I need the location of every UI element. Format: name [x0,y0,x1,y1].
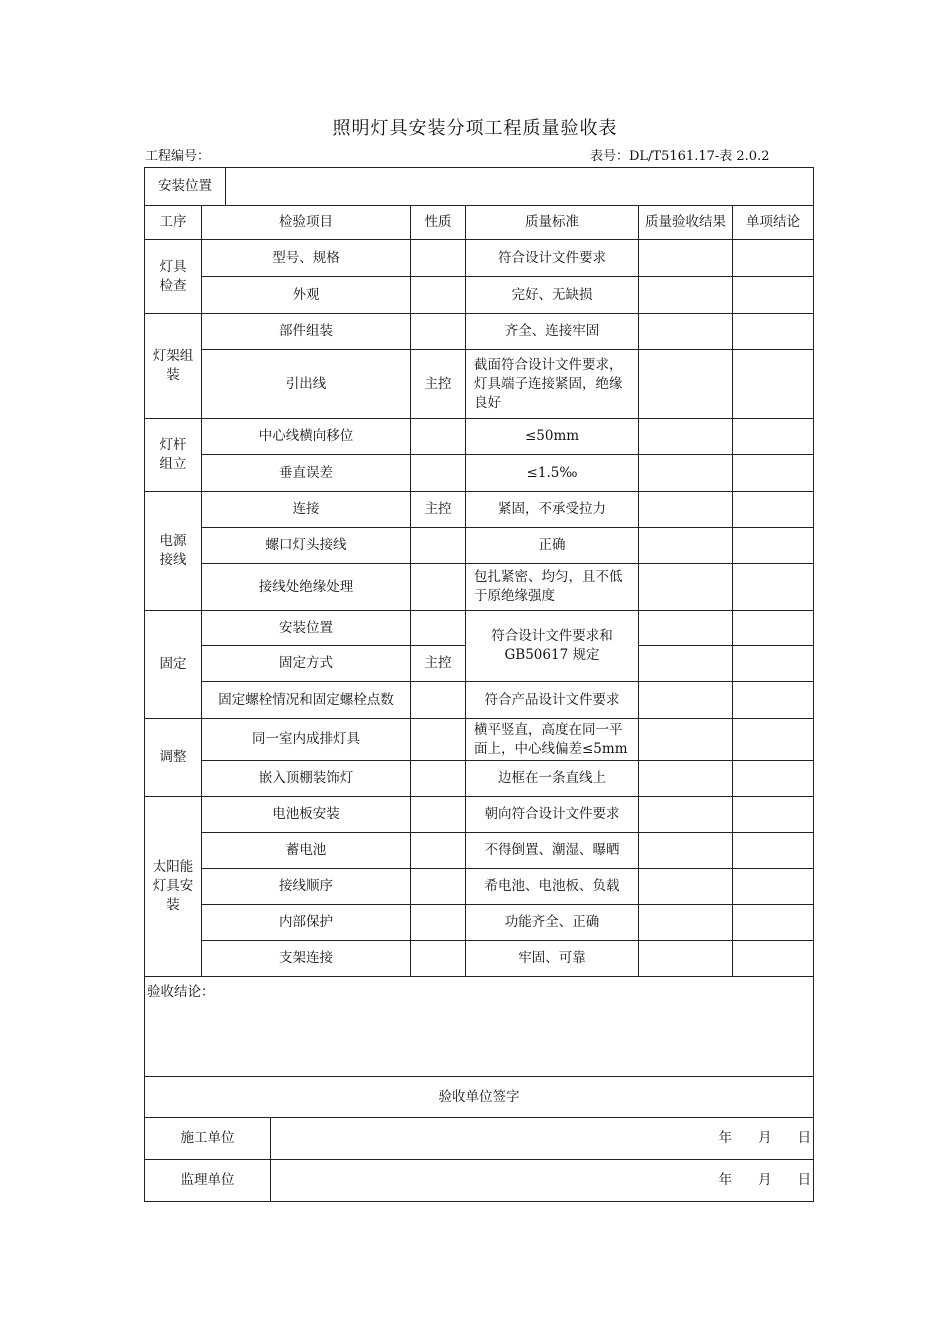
conclusion-cell[interactable] [733,419,814,455]
result-cell[interactable] [639,419,733,455]
standard-cell: 符合设计文件要求和 GB50617 规定 [466,611,639,682]
header-nature: 性质 [411,206,466,240]
nature-cell [411,277,466,314]
result-cell[interactable] [639,719,733,761]
year-label: 年 [718,1172,733,1188]
result-cell[interactable] [639,869,733,905]
process-cell: 电源 接线 [145,492,202,611]
nature-cell [411,941,466,977]
day-label: 日 [797,1130,812,1146]
form-number-label: 表号：DL/T5161.17-表 2.0.2 [590,149,770,164]
nature-cell: 主控 [411,492,466,528]
nature-cell [411,455,466,492]
standard-cell: 完好、无缺损 [466,277,639,314]
item-cell: 垂直误差 [202,455,411,492]
result-cell[interactable] [639,564,733,611]
item-cell: 支架连接 [202,941,411,977]
process-cell: 调整 [145,719,202,797]
result-cell[interactable] [639,682,733,719]
nature-cell [411,761,466,797]
month-label: 月 [758,1130,772,1146]
standard-cell: 边框在一条直线上 [466,761,639,797]
conclusion-cell[interactable] [733,833,814,869]
standard-cell: 功能齐全、正确 [466,905,639,941]
item-cell: 内部保护 [202,905,411,941]
conclusion-cell[interactable] [733,682,814,719]
table-row [145,869,814,905]
signature-header-row [145,1077,814,1118]
conclusion-cell[interactable] [733,646,814,682]
table-row [145,564,814,611]
table-row [145,611,814,646]
conclusion-row [145,977,814,1077]
item-cell: 引出线 [202,350,411,419]
result-cell[interactable] [639,646,733,682]
table-row [145,419,814,455]
acceptance-conclusion-label: 验收结论： [147,984,215,1000]
item-cell: 外观 [202,277,411,314]
table-row [145,240,814,277]
conclusion-cell[interactable] [733,564,814,611]
signature-date-field[interactable] [271,1118,813,1159]
table-row [145,719,814,761]
item-cell: 连接 [202,492,411,528]
conclusion-cell[interactable] [733,905,814,941]
header-process: 工序 [145,206,202,240]
conclusion-cell[interactable] [733,869,814,905]
year-label: 年 [718,1130,733,1146]
item-cell: 接线处绝缘处理 [202,564,411,611]
nature-cell [411,797,466,833]
result-cell[interactable] [639,905,733,941]
standard-cell: 符合设计文件要求 [466,240,639,277]
signature-row [145,1160,814,1202]
conclusion-cell[interactable] [733,455,814,492]
header-result: 质量验收结果 [639,206,733,240]
process-cell: 灯架组 装 [145,314,202,419]
standard-cell: 紧固，不承受拉力 [466,492,639,528]
acceptance-conclusion-field[interactable] [145,977,814,1077]
standard-cell: 横平竖直，高度在同一平 面上，中心线偏差≤5mm [466,719,639,761]
result-cell[interactable] [639,455,733,492]
conclusion-cell[interactable] [733,797,814,833]
location-label: 安装位置 [145,168,226,205]
conclusion-cell[interactable] [733,314,814,350]
result-cell[interactable] [639,761,733,797]
conclusion-cell[interactable] [733,492,814,528]
item-cell: 电池板安装 [202,797,411,833]
project-number-label: 工程编号： [145,149,211,164]
table-row [145,314,814,350]
nature-cell [411,905,466,941]
conclusion-cell[interactable] [733,350,814,419]
result-cell[interactable] [639,350,733,419]
form-title: 照明灯具安装分项工程质量验收表 [332,118,618,139]
nature-cell [411,314,466,350]
item-cell: 同一室内成排灯具 [202,719,411,761]
item-cell: 固定螺栓情况和固定螺栓点数 [202,682,411,719]
nature-cell [411,833,466,869]
result-cell[interactable] [639,277,733,314]
table-row [145,905,814,941]
conclusion-cell[interactable] [733,611,814,646]
item-cell: 型号、规格 [202,240,411,277]
table-row [145,761,814,797]
nature-cell: 主控 [411,646,466,682]
header-conclusion: 单项结论 [733,206,814,240]
process-cell: 太阳能 灯具安 装 [145,797,202,977]
table-row [145,797,814,833]
signature-unit-label: 监理单位 [145,1160,271,1201]
conclusion-cell[interactable] [733,941,814,977]
table-row [145,492,814,528]
process-cell: 灯具 检查 [145,240,202,314]
day-label: 日 [797,1172,812,1188]
table-row [145,833,814,869]
result-cell[interactable] [639,941,733,977]
result-cell[interactable] [639,528,733,564]
result-cell[interactable] [639,492,733,528]
result-cell[interactable] [639,611,733,646]
process-cell: 灯杆 组立 [145,419,202,492]
standard-cell: 包扎紧密、均匀，且不低 于原绝缘强度 [466,564,639,611]
item-cell: 固定方式 [202,646,411,682]
table-row [145,350,814,419]
standard-cell: 齐全、连接牢固 [466,314,639,350]
table-row [145,941,814,977]
nature-cell [411,611,466,646]
item-cell: 螺口灯头接线 [202,528,411,564]
header-item: 检验项目 [202,206,411,240]
standard-cell: 牢固、可靠 [466,941,639,977]
item-cell: 蓄电池 [202,833,411,869]
nature-cell [411,419,466,455]
conclusion-cell[interactable] [733,240,814,277]
signature-date-field[interactable] [271,1160,813,1201]
item-cell: 部件组装 [202,314,411,350]
item-cell: 接线顺序 [202,869,411,905]
standard-cell: 截面符合设计文件要求， 灯具端子连接紧固，绝缘 良好 [466,350,639,419]
month-label: 月 [758,1172,772,1188]
result-cell[interactable] [639,833,733,869]
item-cell: 中心线横向移位 [202,419,411,455]
table-row [145,682,814,719]
signature-section-label: 验收单位签字 [145,1077,814,1118]
result-cell[interactable] [639,797,733,833]
conclusion-cell[interactable] [733,761,814,797]
conclusion-cell[interactable] [733,719,814,761]
item-cell: 安装位置 [202,611,411,646]
standard-cell: ≤1.5‰ [466,455,639,492]
nature-cell [411,869,466,905]
location-row [145,168,814,206]
standard-cell: 朝向符合设计文件要求 [466,797,639,833]
signature-row [145,1118,814,1160]
nature-cell [411,240,466,277]
nature-cell [411,719,466,761]
nature-cell [411,682,466,719]
location-value-field[interactable] [226,168,813,205]
nature-cell [411,564,466,611]
standard-cell: 不得倒置、潮湿、曝晒 [466,833,639,869]
item-cell: 嵌入顶棚装饰灯 [202,761,411,797]
nature-cell: 主控 [411,350,466,419]
standard-cell: ≤50mm [466,419,639,455]
result-cell[interactable] [639,314,733,350]
nature-cell [411,528,466,564]
process-cell: 固定 [145,611,202,719]
table-row [145,277,814,314]
conclusion-cell[interactable] [733,277,814,314]
result-cell[interactable] [639,240,733,277]
standard-cell: 符合产品设计文件要求 [466,682,639,719]
header-row [145,206,814,240]
table-row [145,455,814,492]
standard-cell: 正确 [466,528,639,564]
inspection-table [144,167,814,1202]
conclusion-cell[interactable] [733,528,814,564]
table-row [145,528,814,564]
standard-cell: 希电池、电池板、负载 [466,869,639,905]
header-standard: 质量标准 [466,206,639,240]
signature-unit-label: 施工单位 [145,1118,271,1159]
